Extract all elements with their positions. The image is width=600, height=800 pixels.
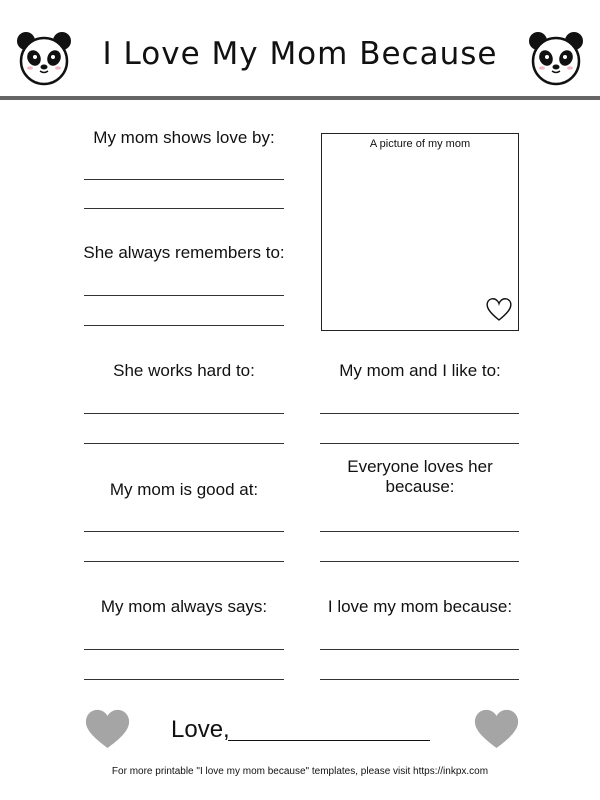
answer-line[interactable]: [84, 295, 284, 296]
panda-icon-left: [15, 30, 73, 88]
prompt-works-hard: She works hard to:: [113, 361, 255, 380]
prompt-love-because: I love my mom because:: [327, 597, 513, 616]
prompt-good-at: My mom is good at:: [109, 480, 259, 499]
closing-text: Love,: [171, 716, 230, 743]
photo-label: A picture of my mom: [369, 138, 471, 150]
prompt-shows-love: My mom shows love by:: [93, 128, 275, 147]
answer-line[interactable]: [84, 649, 284, 650]
header-divider: [0, 96, 600, 100]
heart-icon: [84, 708, 131, 750]
panda-icon-right: [527, 30, 585, 88]
page-title: I Love My Mom Because: [102, 36, 498, 72]
prompt-always-says: My mom always says:: [100, 597, 268, 616]
answer-line[interactable]: [320, 413, 519, 414]
footer-note: For more printable "I love my mom because" templates, please visit https://inkpx.com: [111, 766, 489, 777]
answer-line[interactable]: [84, 325, 284, 326]
answer-line[interactable]: [84, 443, 284, 444]
answer-line[interactable]: [84, 413, 284, 414]
answer-line[interactable]: [320, 679, 519, 680]
answer-line[interactable]: [84, 208, 284, 209]
heart-icon: [473, 708, 520, 750]
prompt-everyone-loves: Everyone loves her because:: [347, 457, 493, 496]
answer-line[interactable]: [320, 649, 519, 650]
heart-outline-icon: [484, 294, 514, 324]
answer-line[interactable]: [84, 679, 284, 680]
prompt-remembers: She always remembers to:: [83, 243, 285, 262]
answer-line[interactable]: [84, 179, 284, 180]
answer-line[interactable]: [320, 531, 519, 532]
answer-line[interactable]: [84, 531, 284, 532]
answer-line[interactable]: [84, 561, 284, 562]
answer-line[interactable]: [320, 561, 519, 562]
answer-line[interactable]: [320, 443, 519, 444]
signature-line[interactable]: [228, 740, 430, 741]
prompt-mom-and-i: My mom and I like to:: [339, 361, 501, 380]
